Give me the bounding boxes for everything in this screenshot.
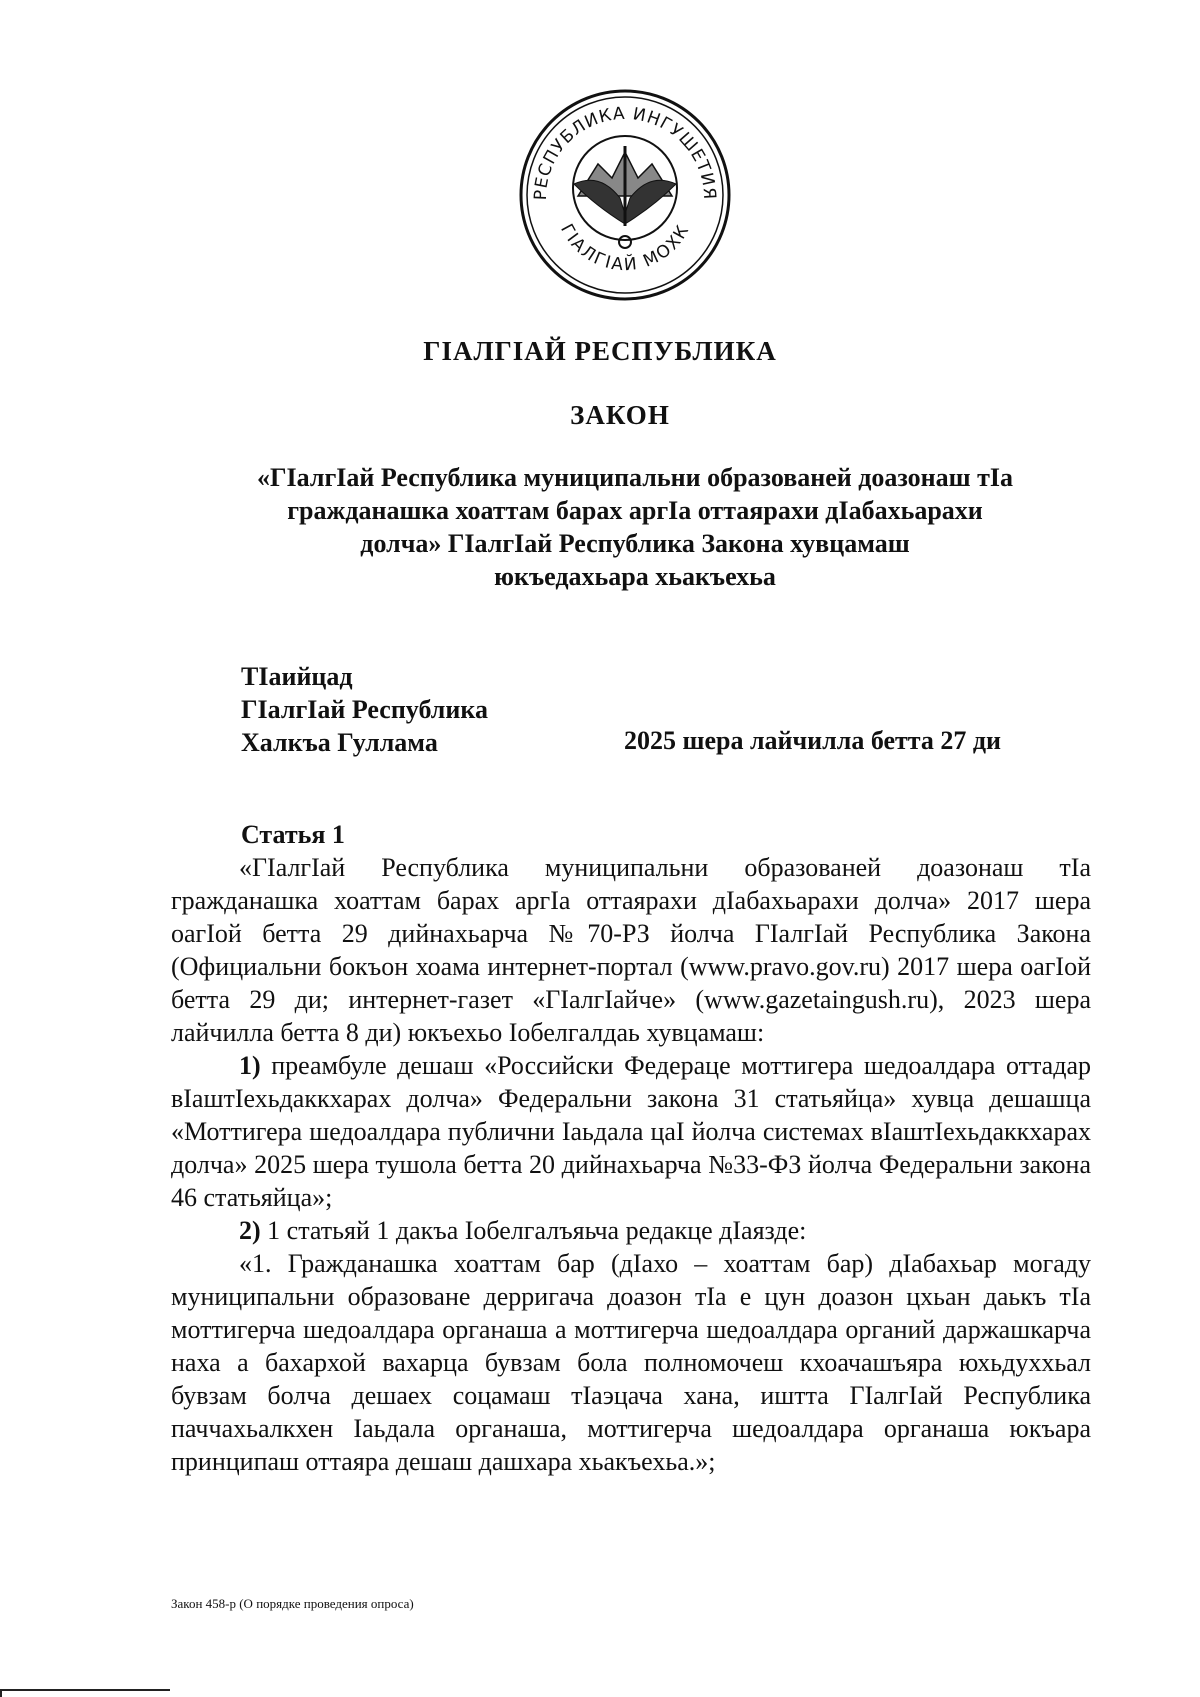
item-2-text: 1 статьяй 1 дакъа Iобелгалъяьча редакце дIаязде: [260, 1216, 807, 1245]
emblem-top-text: РЕСПУБЛИКА ИНГУШЕТИЯ [530, 103, 720, 201]
coat-of-arms-emblem [516, 86, 734, 304]
law-title-line-4: юкъедахьара хьакъехьа [494, 562, 776, 591]
item-2-paragraph [171, 1214, 1091, 1247]
item-2-quote-paragraph: «1. Гражданашка хоаттам бар (дIахо – хоаттам бар) дIабахьар могаду муниципальни образоване дерригача доазон тIа е цун доазон цхьан даькъ тIа моттигерча шедоалдара органаша а моттигерча шедоалдара органий даржашкарча наха а бахархой вахарца бувзам бола полномочеш кхоачашъяра юхьдуххьал бувзам болча дешаех соцамаш тIаэцача хана, иштта ГIалгIай Республика паччахьалкхен Iаьдала органаша, моттигерча шедоалдара органаша юкъара принципаш оттаяра дешаш дашхара хьакъехьа.»; [171, 1249, 1091, 1476]
item-2-number: 2) [239, 1216, 261, 1245]
article-body [171, 818, 1091, 1478]
adoption-line-3: Халкъа Гуллама [241, 728, 438, 757]
adoption-line-2: ГIалгIай Республика [241, 695, 488, 724]
article-intro-paragraph: «ГIалгIай Республика муниципальни образованей доазонаш тIа гражданашка хоаттам барах аргIа оттаярахи дIабахьарахи долча» 2017 шера оагIой бетта 29 дийнахьарча №70-РЗ йолча ГIалгIай Республика Закона (Официальни бокъон хоама интернет-портал (www.pravo.gov.ru) 2017 шера оагIой бетта 29 ди; интернет-газет «ГIалгIайче» (www.gazetaingush.ru), 2023 шера лайчилла бетта 8 ди) юкъехьо Iобелгалдаь хувцамаш: [171, 853, 1091, 1047]
article-heading: Статья 1 [241, 820, 345, 849]
scan-edge-mark-corner [0, 1689, 2, 1697]
item-1-number: 1) [239, 1051, 261, 1080]
law-title-line-1: «ГIалгIай Республика муниципальни образованей доазонаш тIа [256, 463, 1014, 492]
adoption-date: 2025 шера лайчилла бетта 27 ди [624, 726, 1002, 755]
adoption-line-1: ТIаийцад [241, 662, 353, 691]
item-1-paragraph [171, 1049, 1091, 1214]
emblem-bottom-text: ГIАЛГIАЙ МОХК [556, 220, 694, 276]
law-title-line-3: долча» ГIалгIай Республика Закона хувцамаш [360, 529, 910, 558]
scan-edge-mark [0, 1689, 170, 1691]
document-type-heading: ЗАКОН [570, 400, 670, 430]
republic-heading: ГIАЛГIАЙ РЕСПУБЛИКА [423, 336, 777, 366]
footer-note: Закон 458-р (О порядке проведения опроса) [171, 1596, 414, 1611]
item-1-text: преамбуле дешаш «Российски Федераце моттигера шедоалдара оттадар вIаштIехьдаккхарах долча» Федеральни закона 31 статьяйца» хувца дешашца «Моттигера шедоалдара публични Iаьдала цаI йолча системах вIаштIехьдаккхарах долча» 2025 шера тушола бетта 20 дийнахьарча №33-ФЗ йолча Федеральни закона 46 статьяйца»; [171, 1051, 1091, 1212]
law-title-line-2: гражданашка хоаттам барах аргIа оттаярахи дIабахьарахи [287, 496, 983, 525]
